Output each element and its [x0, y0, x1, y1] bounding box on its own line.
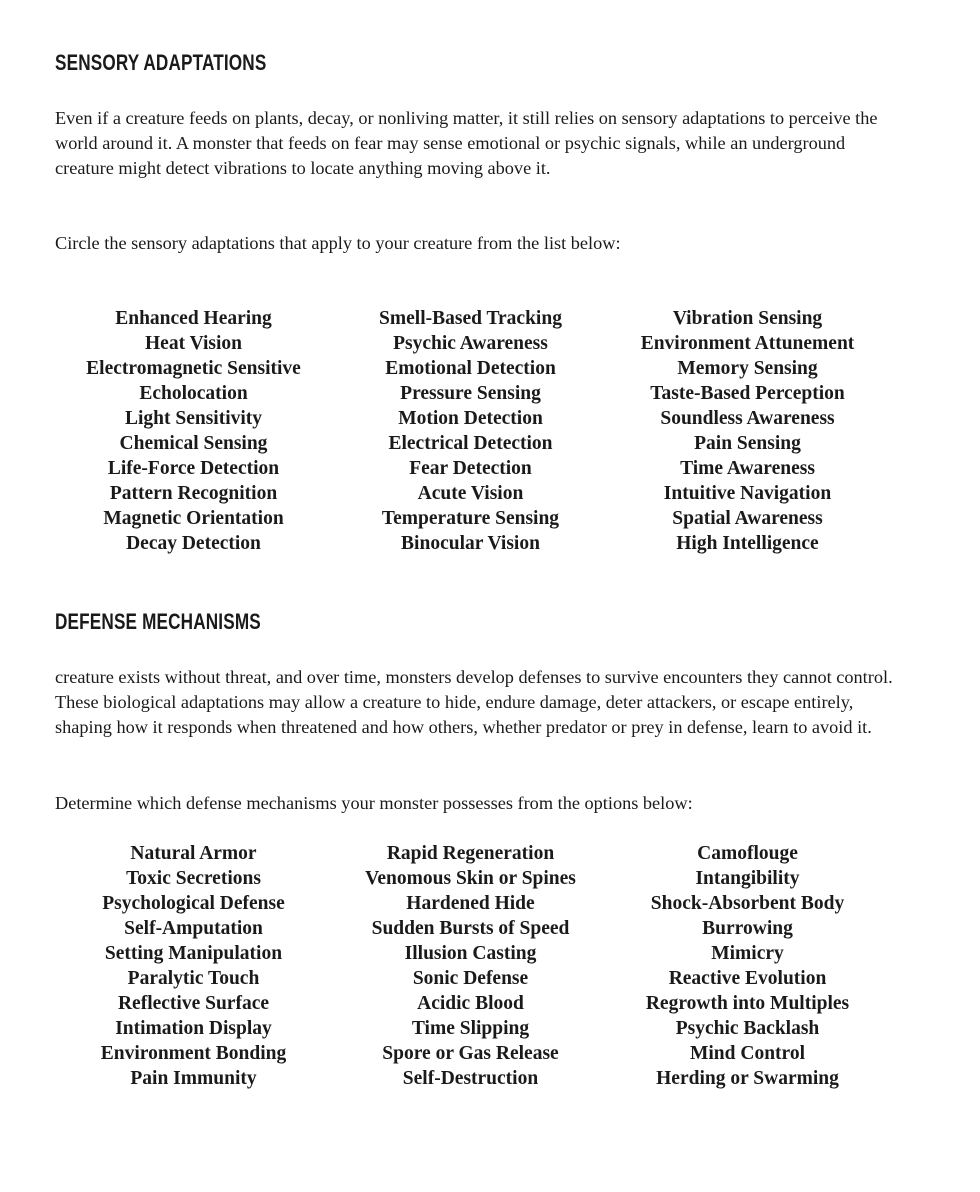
- sensory-intro-paragraph: Even if a creature feeds on plants, decay, or nonliving matter, it still relies on sensory adaptations to perceive the world around it. A monster that feeds on fear may sense emotional or psychic signals, while an underground creature might detect vibrations to locate anything moving above it.: [55, 108, 878, 178]
- defense-option: Acidic Blood: [417, 993, 524, 1014]
- sensory-option: Decay Detection: [126, 533, 261, 554]
- sensory-option: Electromagnetic Sensitive: [86, 358, 301, 379]
- defense-option: Rapid Regeneration: [386, 843, 555, 864]
- sensory-option: High Intelligence: [676, 533, 819, 554]
- defense-option: Pain Immunity: [130, 1068, 257, 1089]
- sensory-option: Pattern Recognition: [109, 483, 278, 504]
- defense-option: Setting Manipulation: [104, 943, 283, 964]
- defense-option: Reactive Evolution: [668, 968, 827, 989]
- sensory-option: Psychic Awareness: [393, 333, 548, 354]
- defense-option: Psychological Defense: [102, 893, 285, 914]
- defense-instruction: Determine which defense mechanisms your monster possesses from the options below:: [55, 793, 693, 813]
- sensory-option: Echolocation: [139, 383, 248, 404]
- sensory-instruction: Circle the sensory adaptations that apply to your creature from the list below:: [55, 233, 621, 253]
- sensory-option: Soundless Awareness: [660, 408, 835, 429]
- defense-column-2: [332, 841, 609, 1091]
- sensory-option: Spatial Awareness: [672, 508, 823, 529]
- sensory-adaptations-heading: SENSORY ADAPTATIONS: [55, 50, 267, 75]
- sensory-option: Electrical Detection: [388, 433, 553, 454]
- sensory-option: Binocular Vision: [401, 533, 540, 554]
- defense-option: Hardened Hide: [406, 893, 535, 914]
- defense-option: Intimation Display: [115, 1018, 272, 1039]
- defense-option: Regrowth into Multiples: [645, 993, 850, 1014]
- defense-option: Mind Control: [689, 1043, 806, 1064]
- sensory-column-1: [55, 306, 332, 556]
- sensory-option: Emotional Detection: [385, 358, 556, 379]
- defense-option: Paralytic Touch: [127, 968, 260, 989]
- defense-option: Natural Armor: [130, 843, 257, 864]
- defense-option: Burrowing: [702, 918, 793, 939]
- defense-option: Herding or Swarming: [656, 1068, 839, 1089]
- defense-option: Sudden Bursts of Speed: [371, 918, 570, 939]
- defense-intro-paragraph: creature exists without threat, and over time, monsters develop defenses to survive encounters they cannot control. These biological adaptations may allow a creature to hide, endure damage, deter attackers, or escape entirely, shaping how it responds when threatened and how others, whether predator or prey in defense, learn to avoid it.: [55, 667, 893, 737]
- defense-option: Environment Bonding: [100, 1043, 287, 1064]
- sensory-option: Intuitive Navigation: [663, 483, 832, 504]
- sensory-option: Light Sensitivity: [124, 408, 263, 429]
- sensory-option: Taste-Based Perception: [650, 383, 845, 404]
- sensory-option: Motion Detection: [398, 408, 543, 429]
- defense-option: Camoflouge: [697, 843, 798, 864]
- sensory-option: Life-Force Detection: [107, 458, 280, 479]
- defense-option: Sonic Defense: [412, 968, 529, 989]
- defense-option: Mimicry: [711, 943, 784, 964]
- sensory-option: Pain Sensing: [694, 433, 801, 454]
- sensory-option: Acute Vision: [417, 483, 524, 504]
- sensory-option: Vibration Sensing: [672, 308, 823, 329]
- sensory-option: Magnetic Orientation: [103, 508, 284, 529]
- defense-mechanisms-list: [55, 841, 915, 1091]
- defense-option: Psychic Backlash: [675, 1018, 820, 1039]
- defense-option: Time Slipping: [411, 1018, 530, 1039]
- sensory-option: Temperature Sensing: [381, 508, 560, 529]
- sensory-option: Time Awareness: [680, 458, 815, 479]
- sensory-column-2: [332, 306, 609, 556]
- sensory-adaptations-list: [55, 306, 915, 556]
- sensory-option: Environment Attunement: [640, 333, 855, 354]
- sensory-option: Pressure Sensing: [400, 383, 541, 404]
- sensory-column-3: [609, 306, 886, 556]
- sensory-option: Chemical Sensing: [119, 433, 268, 454]
- defense-option: Illusion Casting: [404, 943, 537, 964]
- sensory-option: Memory Sensing: [677, 358, 818, 379]
- defense-option: Spore or Gas Release: [382, 1043, 559, 1064]
- defense-option: Self-Destruction: [402, 1068, 539, 1089]
- defense-column-3: [609, 841, 886, 1091]
- sensory-option: Heat Vision: [145, 333, 242, 354]
- sensory-option: Fear Detection: [409, 458, 532, 479]
- sensory-option: Enhanced Hearing: [115, 308, 272, 329]
- defense-option: Venomous Skin or Spines: [365, 868, 576, 889]
- sensory-option: Smell-Based Tracking: [379, 308, 562, 329]
- defense-mechanisms-heading: DEFENSE MECHANISMS: [55, 609, 261, 634]
- defense-column-1: [55, 841, 332, 1091]
- defense-option: Toxic Secretions: [126, 868, 261, 889]
- defense-option: Reflective Surface: [117, 993, 270, 1014]
- defense-option: Shock-Absorbent Body: [650, 893, 845, 914]
- defense-option: Intangibility: [695, 868, 800, 889]
- defense-option: Self-Amputation: [124, 918, 263, 939]
